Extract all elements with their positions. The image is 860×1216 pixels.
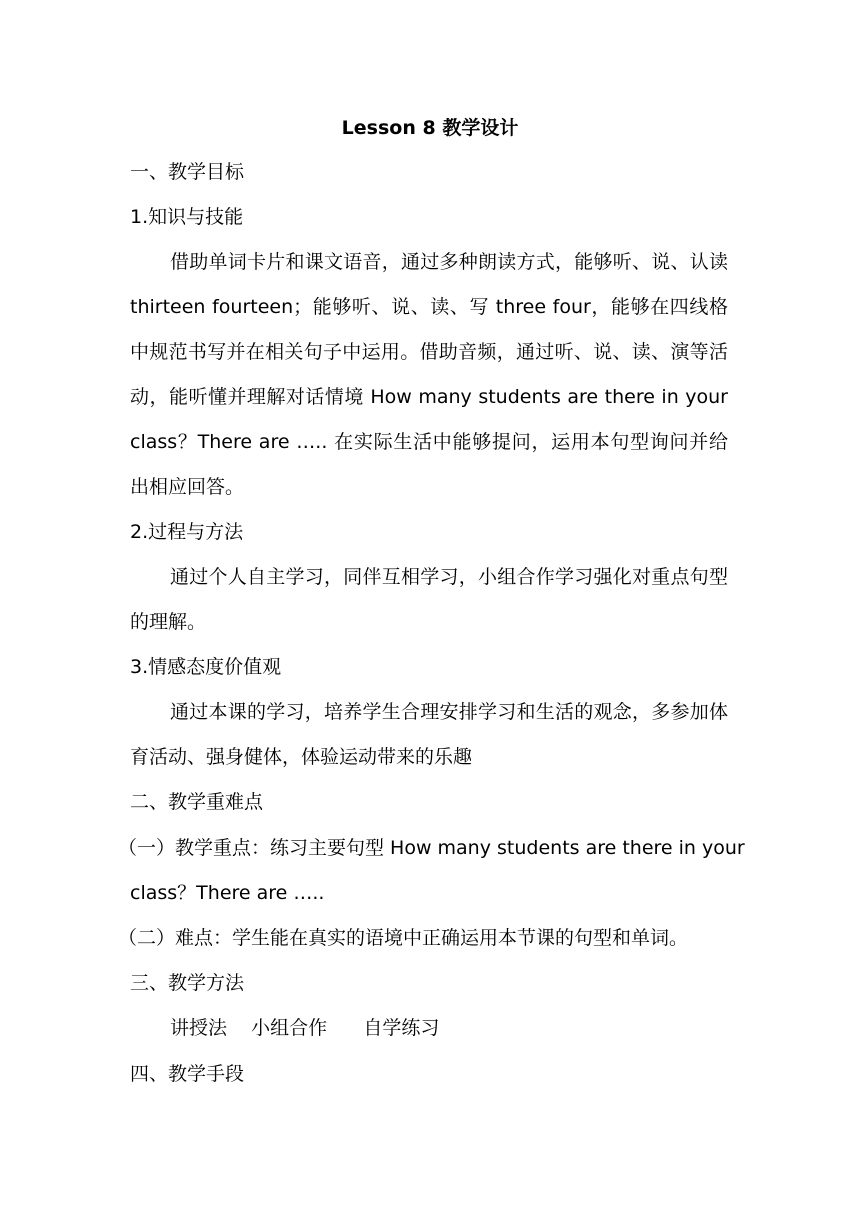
section-heading-teaching-means: 四、教学手段: [130, 1063, 245, 1085]
subheading-knowledge-skills: 1.知识与技能: [130, 206, 244, 228]
paragraph-emotional-values: 通过本课的学习，培养学生合理安排学习和生活的观念，多参加体育活动、强身健体，体验运动带来的乐趣: [130, 701, 728, 768]
section-heading-teaching-methods: 三、教学方法: [130, 972, 245, 994]
paragraph-process-methods: 通过个人自主学习，同伴互相学习，小组合作学习强化对重点句型的理解。: [130, 566, 728, 633]
difficulty-line: （二）难点：学生能在真实的语境中正确运用本节课的句型和单词。: [118, 927, 689, 949]
key-point-line-2: class？There are …..: [130, 882, 325, 904]
key-point-line-1: （一）教学重点：练习主要句型 How many students are there in your: [118, 837, 745, 859]
section-heading-key-difficult-points: 二、教学重难点: [130, 791, 264, 813]
subheading-emotional-values: 3.情感态度价值观: [130, 656, 282, 678]
subheading-process-methods: 2.过程与方法: [130, 521, 244, 543]
teaching-methods-list: 讲授法 小组合作 自学练习: [170, 1017, 440, 1039]
document-title: Lesson 8 教学设计: [341, 117, 519, 139]
paragraph-knowledge-skills: 借助单词卡片和课文语音，通过多种朗读方式，能够听、说、认读 thirteen fourteen；能够听、说、读、写 three four，能够在四线格中规范书写并在相关句子中运用。借助音频，通过听、说、读、演等活动，能听懂并理解对话情境 How many students are there in your class？There are ….. 在实际生活中能够提问，运用本句型询问并给出相应回答。: [130, 251, 728, 498]
section-heading-objectives: 一、教学目标: [130, 161, 245, 183]
